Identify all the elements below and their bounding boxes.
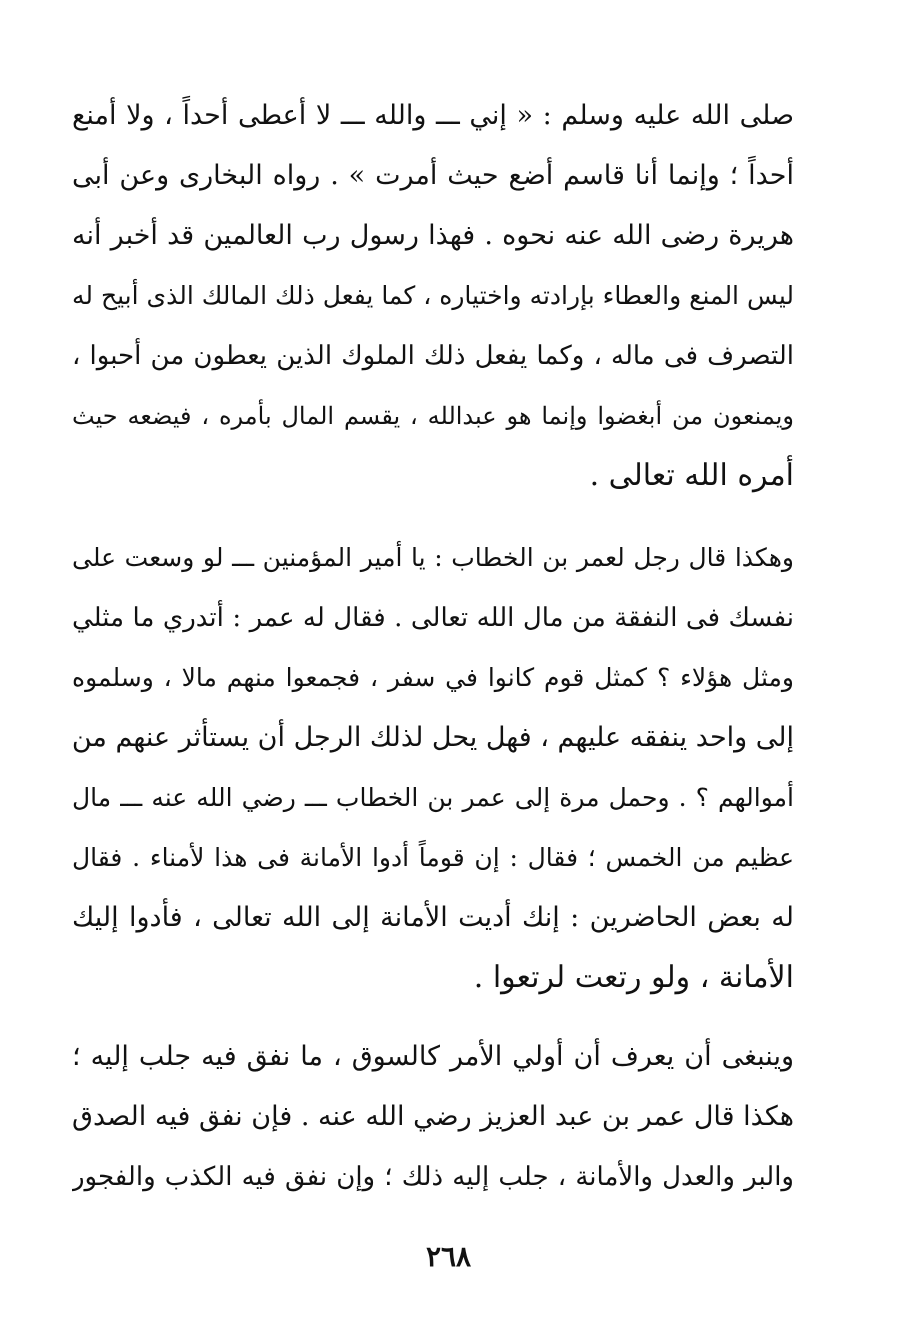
text-line: وينبغى أن يعرف أن أولي الأمر كالسوق ، ما نفق فيه جلب إليه ؛ — [72, 1041, 794, 1072]
text-line: عظيم من الخمس ؛ فقال : إن قوماً أدوا الأمانة فى هذا لأمناء . فقال — [72, 843, 794, 872]
text-line: ويمنعون من أبغضوا وإنما هو عبدالله ، يقسم المال بأمره ، فيضعه حيث — [72, 402, 794, 430]
paragraph-1 — [72, 86, 794, 506]
text-line: ليس المنع والعطاء بإرادته واختياره ، كما يفعل ذلك المالك الذى أبيح له — [72, 281, 794, 310]
page-number: ٢٦٨ — [425, 1240, 472, 1273]
text-line: التصرف فى ماله ، وكما يفعل ذلك الملوك الذين يعطون من أحبوا ، — [72, 341, 794, 371]
text-line: والبر والعدل والأمانة ، جلب إليه ذلك ؛ وإن نفق فيه الكذب والفجور — [72, 1162, 794, 1192]
text-line: إلى واحد ينفقه عليهم ، فهل يحل لذلك الرجل أن يستأثر عنهم من — [72, 722, 794, 753]
paragraph-2 — [72, 528, 794, 1008]
text-line: أحداً ؛ وإنما أنا قاسم أضع حيث أمرت » . رواه البخارى وعن أبى — [72, 160, 794, 191]
text-line: هريرة رضى الله عنه نحوه . فهذا رسول رب العالمين قد أخبر أنه — [72, 220, 794, 251]
text-line: أموالهم ؟ . وحمل مرة إلى عمر بن الخطاب ـــ رضي الله عنه ـــ مال — [72, 783, 794, 812]
text-line: صلى الله عليه وسلم : « إني ـــ والله ـــ لا أعطى أحداً ، ولا أمنع — [72, 100, 794, 131]
text-line: وهكذا قال رجل لعمر بن الخطاب : يا أمير المؤمنين ـــ لو وسعت على — [72, 543, 794, 572]
paragraph-3 — [72, 1027, 794, 1207]
text-line: ومثل هؤلاء ؟ كمثل قوم كانوا في سفر ، فجمعوا منهم مالا ، وسلموه — [72, 663, 794, 692]
text-line: له بعض الحاضرين : إنك أديت الأمانة إلى الله تعالى ، فأدوا إليك — [72, 902, 794, 933]
text-line: هكذا قال عمر بن عبد العزيز رضي الله عنه . فإن نفق فيه الصدق — [72, 1101, 794, 1132]
text-line: أمره الله تعالى . — [589, 458, 794, 493]
text-line: نفسك فى النفقة من مال الله تعالى . فقال له عمر : أتدري ما مثلي — [72, 603, 794, 633]
text-line: الأمانة ، ولو رتعت لرتعوا . — [473, 960, 794, 995]
